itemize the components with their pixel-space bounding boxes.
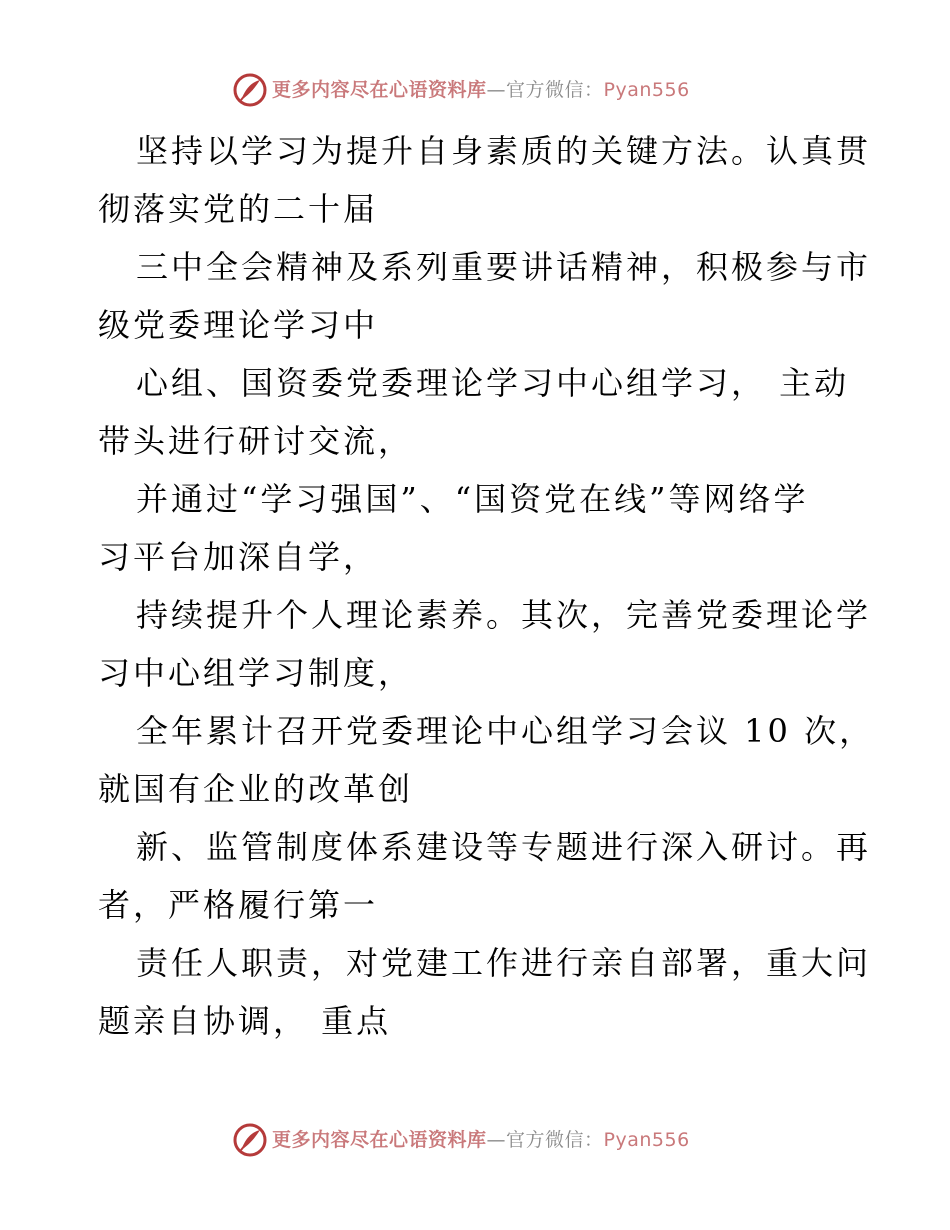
header-watermark (232, 70, 752, 110)
paragraph (98, 818, 872, 934)
quill-logo-icon (232, 72, 268, 108)
watermark-official-label: 官方微信： (506, 78, 604, 101)
watermark-wechat-id: Pyan556 (603, 78, 690, 101)
document-body (98, 122, 875, 1050)
paragraph (98, 238, 872, 354)
paragraph (98, 586, 872, 702)
paragraph-line-1: 坚持以学习为提升自身素质的关键方法。认真贯 (136, 132, 872, 170)
paragraph-line-2: 习平台加深自学， (98, 538, 379, 576)
paragraph-line-1: 责任人职责，对党建工作进行亲自部署，重大问 (136, 944, 872, 982)
watermark-brand: 更多内容尽在心语资料库 (272, 1128, 487, 1151)
paragraph-line-2: 就国有企业的改革创 (98, 770, 414, 808)
paragraph-line-2: 习中心组学习制度， (98, 654, 414, 692)
quill-logo-icon (232, 1122, 268, 1158)
paragraph-line-1: 三中全会精神及系列重要讲话精神，积极参与市 (136, 248, 872, 286)
paragraph-line-1: 持续提升个人理论素养。其次，完善党委理论学 (136, 596, 872, 634)
paragraph (98, 470, 858, 586)
watermark-dash: — (486, 1128, 507, 1151)
watermark-brand: 更多内容尽在心语资料库 (272, 78, 487, 101)
paragraph-line-2: 题亲自协调， 重点 (98, 1002, 392, 1040)
paragraph-line-2: 彻落实党的二十届 (98, 190, 379, 228)
paragraph-line-2: 带头进行研讨交流， (98, 422, 414, 460)
paragraph-line-1: 新、监管制度体系建设等专题进行深入研讨。再 (136, 828, 872, 866)
watermark-wechat-id: Pyan556 (603, 1128, 690, 1151)
watermark-official-label: 官方微信： (506, 1128, 604, 1151)
paragraph (98, 354, 858, 470)
footer-watermark (232, 1120, 752, 1160)
paragraph (98, 934, 872, 1050)
paragraph-line-1: 全年累计召开党委理论中心组学习会议 10 次， (136, 712, 875, 750)
paragraph-line-1: 并通过“学习强国”、“国资党在线”等网络学 (136, 480, 809, 518)
paragraph-line-2: 级党委理论学习中 (98, 306, 379, 344)
paragraph-line-1: 心组、国资委党委理论学习中心组学习， 主动 (136, 364, 850, 402)
paragraph (98, 122, 872, 238)
paragraph-line-2: 者，严格履行第一 (98, 886, 379, 924)
watermark-dash: — (486, 78, 507, 101)
paragraph (98, 702, 875, 818)
